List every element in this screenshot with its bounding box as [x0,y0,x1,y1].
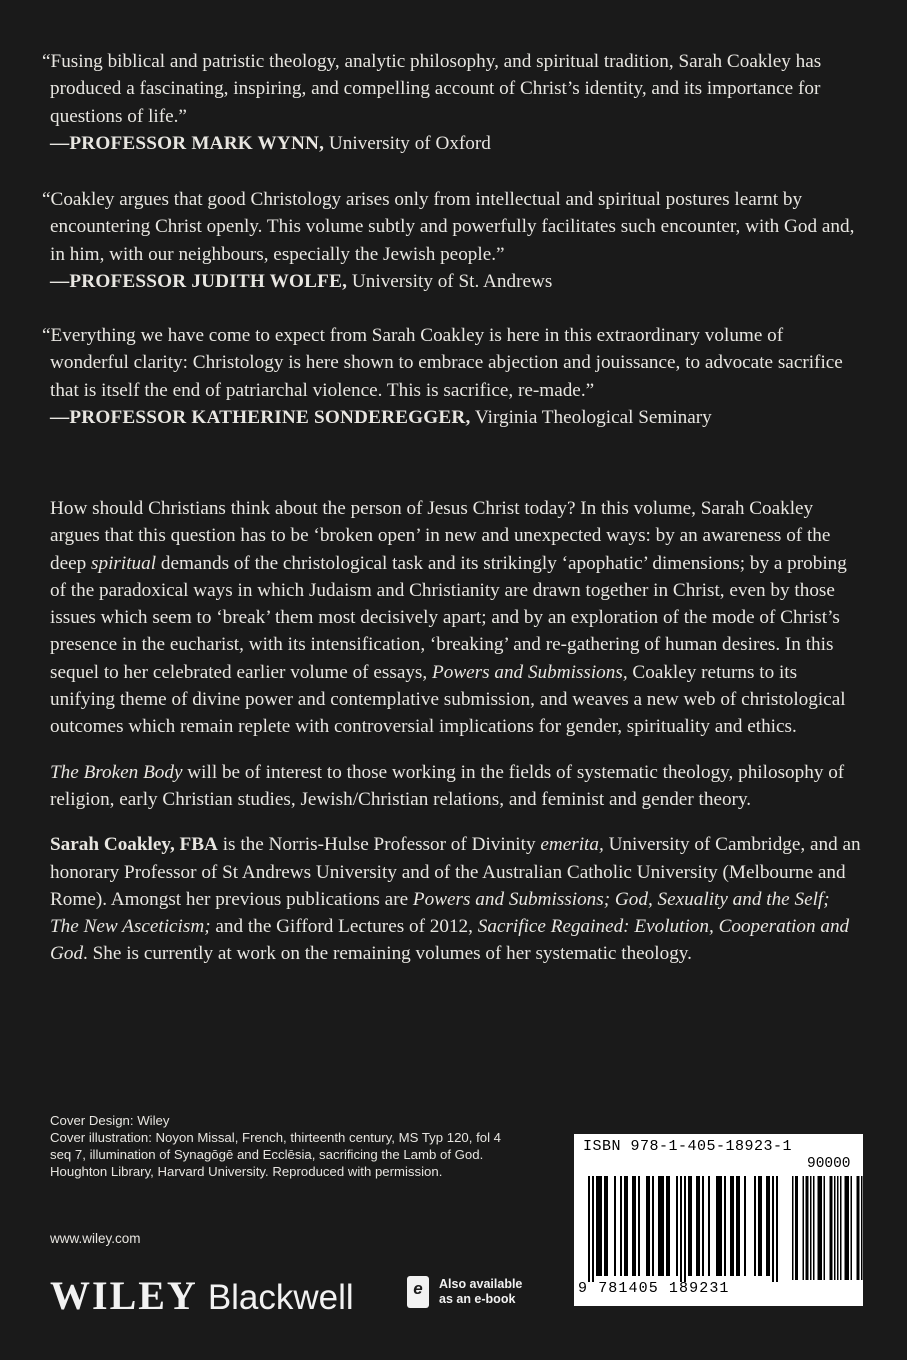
reviewer-affiliation: Virginia Theological Seminary [470,406,712,428]
text-run: Coakley returns to its unifying theme of divine power and contemplative submission, and weaves a new web of christological outcomes which remain replete with controversial implications for gender, spirituality and ethics. [50,661,846,738]
barcode-bar [708,1176,710,1276]
text-run: University of Cambridge, and an honorary Professor of St Andrews University and of the Australian Catholic University (Melbourne and Rome). Amongst her previous publications are [50,834,861,910]
barcode-bar [596,1176,598,1276]
barcode-bar [730,1176,732,1276]
ebook-badge [407,1276,522,1308]
ebook-line-2: as an e-book [439,1292,516,1306]
publisher-url[interactable]: www.wiley.com [50,1231,141,1246]
barcode-bar [620,1176,622,1276]
text-run: will be of interest to those working in the fields of systematic theology, philosophy of religion, early Christian studies, Jewish/Christian relations, and feminist and gender theory. [50,761,845,810]
quote-text: “Coakley argues that good Christology arises only from intellectual and spiritual postures learnt by encountering Christ openly. This volume subtly and powerfully facilitates such encounter, with God and, in him, with our neighbours, especially the Jewish people.” [42,189,855,265]
barcode-bar [598,1176,600,1276]
isbn-label: ISBN 978-1-405-18923-1 [583,1138,793,1155]
book-title-reference: The Broken Body [50,761,183,783]
text-run: How should Christians think about the person of Jesus Christ today? In this volume, Sarah Coakley argues that this question has to be ‘broken open’ in new and unexpected ways: by an awareness of the deep [50,498,831,574]
description-paragraph-2 [50,759,862,814]
barcode-bar [662,1176,664,1276]
barcode-bar [724,1176,726,1276]
publisher-imprint: Blackwell [207,1278,354,1317]
book-description [50,495,862,986]
addon-bar [807,1176,809,1280]
addon-bar [861,1176,863,1280]
barcode-bar [658,1176,660,1276]
addon-bar [803,1176,805,1280]
addon-bar [858,1176,860,1280]
addon-bar [840,1176,842,1280]
barcode-bar [676,1176,678,1276]
barcode-bar [648,1176,650,1276]
barcode-bar [626,1176,628,1276]
reviewer-name: —PROFESSOR MARK WYNN, [50,132,325,154]
barcode-bar [698,1176,700,1276]
barcode-bar [736,1176,738,1276]
addon-bar [806,1176,808,1280]
addon-bar [837,1176,839,1280]
description-paragraph-1 [50,495,862,741]
cover-credits [50,1112,510,1180]
barcode-bar [652,1176,654,1276]
quote-text: “Fusing biblical and patristic theology, analytic philosophy, and spiritual tradition, Sarah Coakley has produced a fascinating, inspiring, and compelling account of Christ’s identity, and its importance for questions of life.” [42,51,822,127]
barcode-bar [732,1176,734,1276]
addon-bar [810,1176,812,1280]
addon-bar [795,1176,797,1280]
addon-bar [831,1176,833,1280]
author-bio [50,831,862,967]
price-addon-code: 90000 [807,1156,851,1172]
addon-bar [797,1176,799,1280]
barcode-bar [604,1176,606,1276]
barcode-bar [696,1176,698,1276]
barcode-bar [754,1176,756,1276]
barcode-bar [744,1176,746,1276]
quote-text: “Everything we have come to expect from Sarah Coakley is here in this extraordinary volume of wonderful clarity: Christology is here shown to embrace abjection and jouissance, to advocate sacrifice that is itself the end of patriarchal violence. This is sacrifice, re-made.” [42,325,843,401]
isbn-barcode [574,1134,863,1306]
barcode-bar [680,1176,682,1282]
text-run: demands of the christological task and its strikingly ‘apophatic’ dimensions; by a probing of the paradoxical ways in which Judaism and Christianity are drawn together in Christ, even by those issues which seem to ‘break’ them most decisively apart; and by an exploration of the mode of Christ’s presence in the eucharist, with its intensification, ‘breaking’ and re-gathering of human desires. In this sequel to her celebrated earlier volume of essays, [50,552,847,683]
barcode-bar [768,1176,770,1276]
addon-bar [845,1176,847,1280]
ebook-icon-letter: e [413,1279,423,1298]
barcode-bar [600,1176,602,1276]
emphasis: spiritual [91,552,157,574]
addon-bar [819,1176,821,1280]
barcode-bar [702,1176,704,1276]
barcode-digits: 9 781405 189231 [578,1280,730,1297]
quote-attribution [50,404,860,431]
text-run: and the Gifford Lectures of 2012, [210,916,478,938]
barcode-bar [606,1176,608,1276]
book-title-reference: Powers and Submissions; God, Sexuality and the Self; The New Asceticism; [50,888,830,938]
barcode-bar [684,1176,686,1282]
barcode-bar [738,1176,740,1276]
barcode-bar [720,1176,722,1276]
text-run: . She is currently at work on the remaining volumes of her systematic theology. [83,943,692,965]
review-quote-3 [42,322,860,431]
reviewer-name: —PROFESSOR KATHERINE SONDEREGGER, [50,406,471,428]
barcode-bar [666,1176,668,1276]
barcode-bar [588,1176,590,1282]
ebook-icon [407,1276,429,1308]
addon-bar [813,1176,815,1280]
addon-bar [851,1176,853,1280]
book-title-reference: Powers and Submissions, [432,661,628,683]
addon-bar [846,1176,848,1280]
review-quote-1 [42,48,860,157]
barcode-bar [758,1176,760,1276]
ebook-line-1: Also available [439,1277,523,1291]
reviewer-affiliation: University of Oxford [324,132,491,154]
barcode-bar [718,1176,720,1276]
reviewer-name: —PROFESSOR JUDITH WOLFE, [50,270,348,292]
addon-bar [824,1176,826,1280]
reviewer-affiliation: University of St. Andrews [347,270,553,292]
text-run: is the Norris-Hulse Professor of Divinity [217,834,541,856]
barcode-bar [690,1176,692,1276]
emphasis: emerita, [540,834,604,856]
ebook-text [439,1277,522,1307]
barcode-bar [646,1176,648,1276]
barcode-bar [668,1176,670,1276]
publisher-name: WILEY [50,1273,198,1318]
barcode-bar [614,1176,616,1276]
cover-illustration-credit: Cover illustration: Noyon Missal, French, thirteenth century, MS Typ 120, fol 4 seq 7, illumination of Synagōgē and Ecclēsia, sacrificing the Lamb of God. Houghton Library, Harvard University. Reproduced with permission. [50,1130,502,1179]
barcode-bar [772,1176,774,1282]
book-title-reference: Sacrifice Regained: Evolution, Cooperation and God [50,916,850,965]
barcode-bar [688,1176,690,1276]
publisher-logo [50,1272,354,1318]
addon-bar [818,1176,820,1280]
quote-attribution [50,130,860,157]
barcode-bar [660,1176,662,1276]
barcode-bar [632,1176,634,1276]
barcode-bar [766,1176,768,1276]
quote-attribution [50,268,860,295]
barcode-bar [624,1176,626,1276]
review-quote-2 [42,186,860,295]
barcode-bar [776,1176,778,1282]
barcode-bar [592,1176,594,1282]
barcode-bar [760,1176,762,1276]
barcode-bar [634,1176,636,1276]
addon-bar [821,1176,823,1280]
barcode-bar [716,1176,718,1276]
cover-design-credit: Cover Design: Wiley [50,1113,170,1128]
addon-bar [848,1176,850,1280]
addon-bar [792,1176,794,1280]
barcode-bar [638,1176,640,1276]
addon-bar [830,1176,832,1280]
addon-bar [857,1176,859,1280]
author-name: Sarah Coakley, FBA [50,834,218,856]
addon-bar [834,1176,836,1280]
